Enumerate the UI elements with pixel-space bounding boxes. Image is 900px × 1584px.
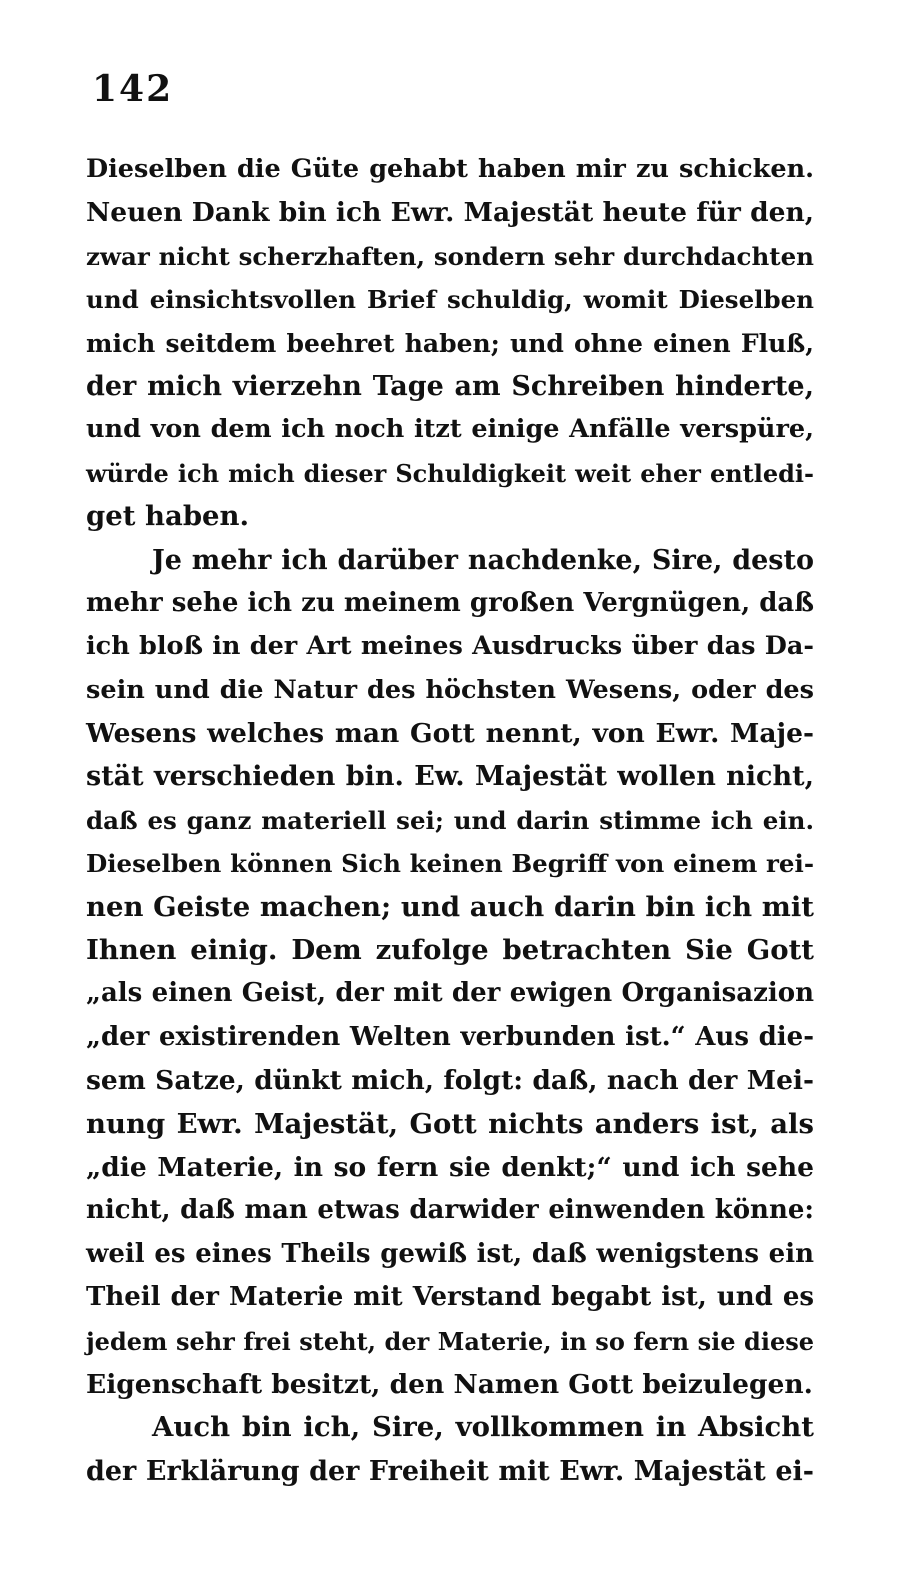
text-line: zwar nicht scherzhaften, sondern sehr durchdachten bbox=[86, 241, 814, 271]
text-line: Dieselben können Sich keinen Begriff von einem rei- bbox=[86, 849, 814, 879]
text-line: sein und die Natur des höchsten Wesens, oder des bbox=[86, 674, 814, 705]
text-line: und einsichtsvollen Brief schuldig, womit Dieselben bbox=[86, 285, 814, 315]
text-line: Dieselben die Güte gehabt haben mir zu schicken. bbox=[86, 154, 814, 184]
text-line: ich bloß in der Art meines Ausdrucks über das Da- bbox=[86, 631, 814, 662]
text-line: get haben. bbox=[86, 500, 250, 533]
text-line: nen Geiste machen; und auch darin bin ich mit bbox=[86, 890, 814, 923]
text-line: weil es eines Theils gewiß ist, daß wenigstens ein bbox=[86, 1238, 814, 1269]
text-line: daß es ganz materiell sei; und darin stimme ich ein. bbox=[86, 805, 814, 835]
text-line: nung Ewr. Majestät, Gott nichts anders ist, als bbox=[86, 1107, 814, 1140]
text-line: mich seitdem beehret haben; und ohne einen Fluß, bbox=[86, 328, 814, 358]
text-line: der Erklärung der Freiheit mit Ewr. Majestät ei- bbox=[86, 1455, 814, 1487]
text-line: der mich vierzehn Tage am Schreiben hinderte, bbox=[86, 370, 814, 402]
text-line: Eigenschaft besitzt, den Namen Gott beizulegen. bbox=[86, 1368, 813, 1400]
page-number: 142 bbox=[92, 68, 174, 110]
paragraph-start-line: Je mehr ich darüber nachdenke, Sire, desto bbox=[152, 544, 814, 576]
text-line: Theil der Materie mit Verstand begabt ist, und es bbox=[86, 1282, 814, 1313]
text-line: „der existirenden Welten verbunden ist.“ Aus die- bbox=[86, 1021, 814, 1052]
text-line: sem Satze, dünkt mich, folgt: daß, nach der Mei- bbox=[86, 1065, 814, 1097]
body-text bbox=[86, 148, 814, 1493]
text-line: „als einen Geist, der mit der ewigen Organisazion bbox=[86, 978, 814, 1009]
text-line: „die Materie, in so fern sie denkt;“ und ich sehe bbox=[86, 1151, 814, 1183]
text-line: und von dem ich noch itzt einige Anfälle verspüre, bbox=[86, 414, 814, 445]
text-line: jedem sehr frei steht, der Materie, in so fern sie diese bbox=[86, 1326, 814, 1356]
text-line: Wesens welches man Gott nennt, von Ewr. Maje- bbox=[86, 718, 814, 750]
text-line: würde ich mich dieser Schuldigkeit weit eher entledi- bbox=[86, 458, 814, 488]
text-line: Ihnen einig. Dem zufolge betrachten Sie Gott bbox=[86, 934, 814, 967]
text-line: mehr sehe ich zu meinem großen Vergnügen, daß bbox=[86, 587, 814, 618]
paragraph-start-line: Auch bin ich, Sire, vollkommen in Absicht bbox=[152, 1411, 814, 1444]
text-line: stät verschieden bin. Ew. Majestät wollen nicht, bbox=[86, 761, 814, 793]
text-line: nicht, daß man etwas darwider einwenden könne: bbox=[86, 1195, 814, 1226]
text-line: Neuen Dank bin ich Ewr. Majestät heute für den, bbox=[86, 197, 814, 229]
